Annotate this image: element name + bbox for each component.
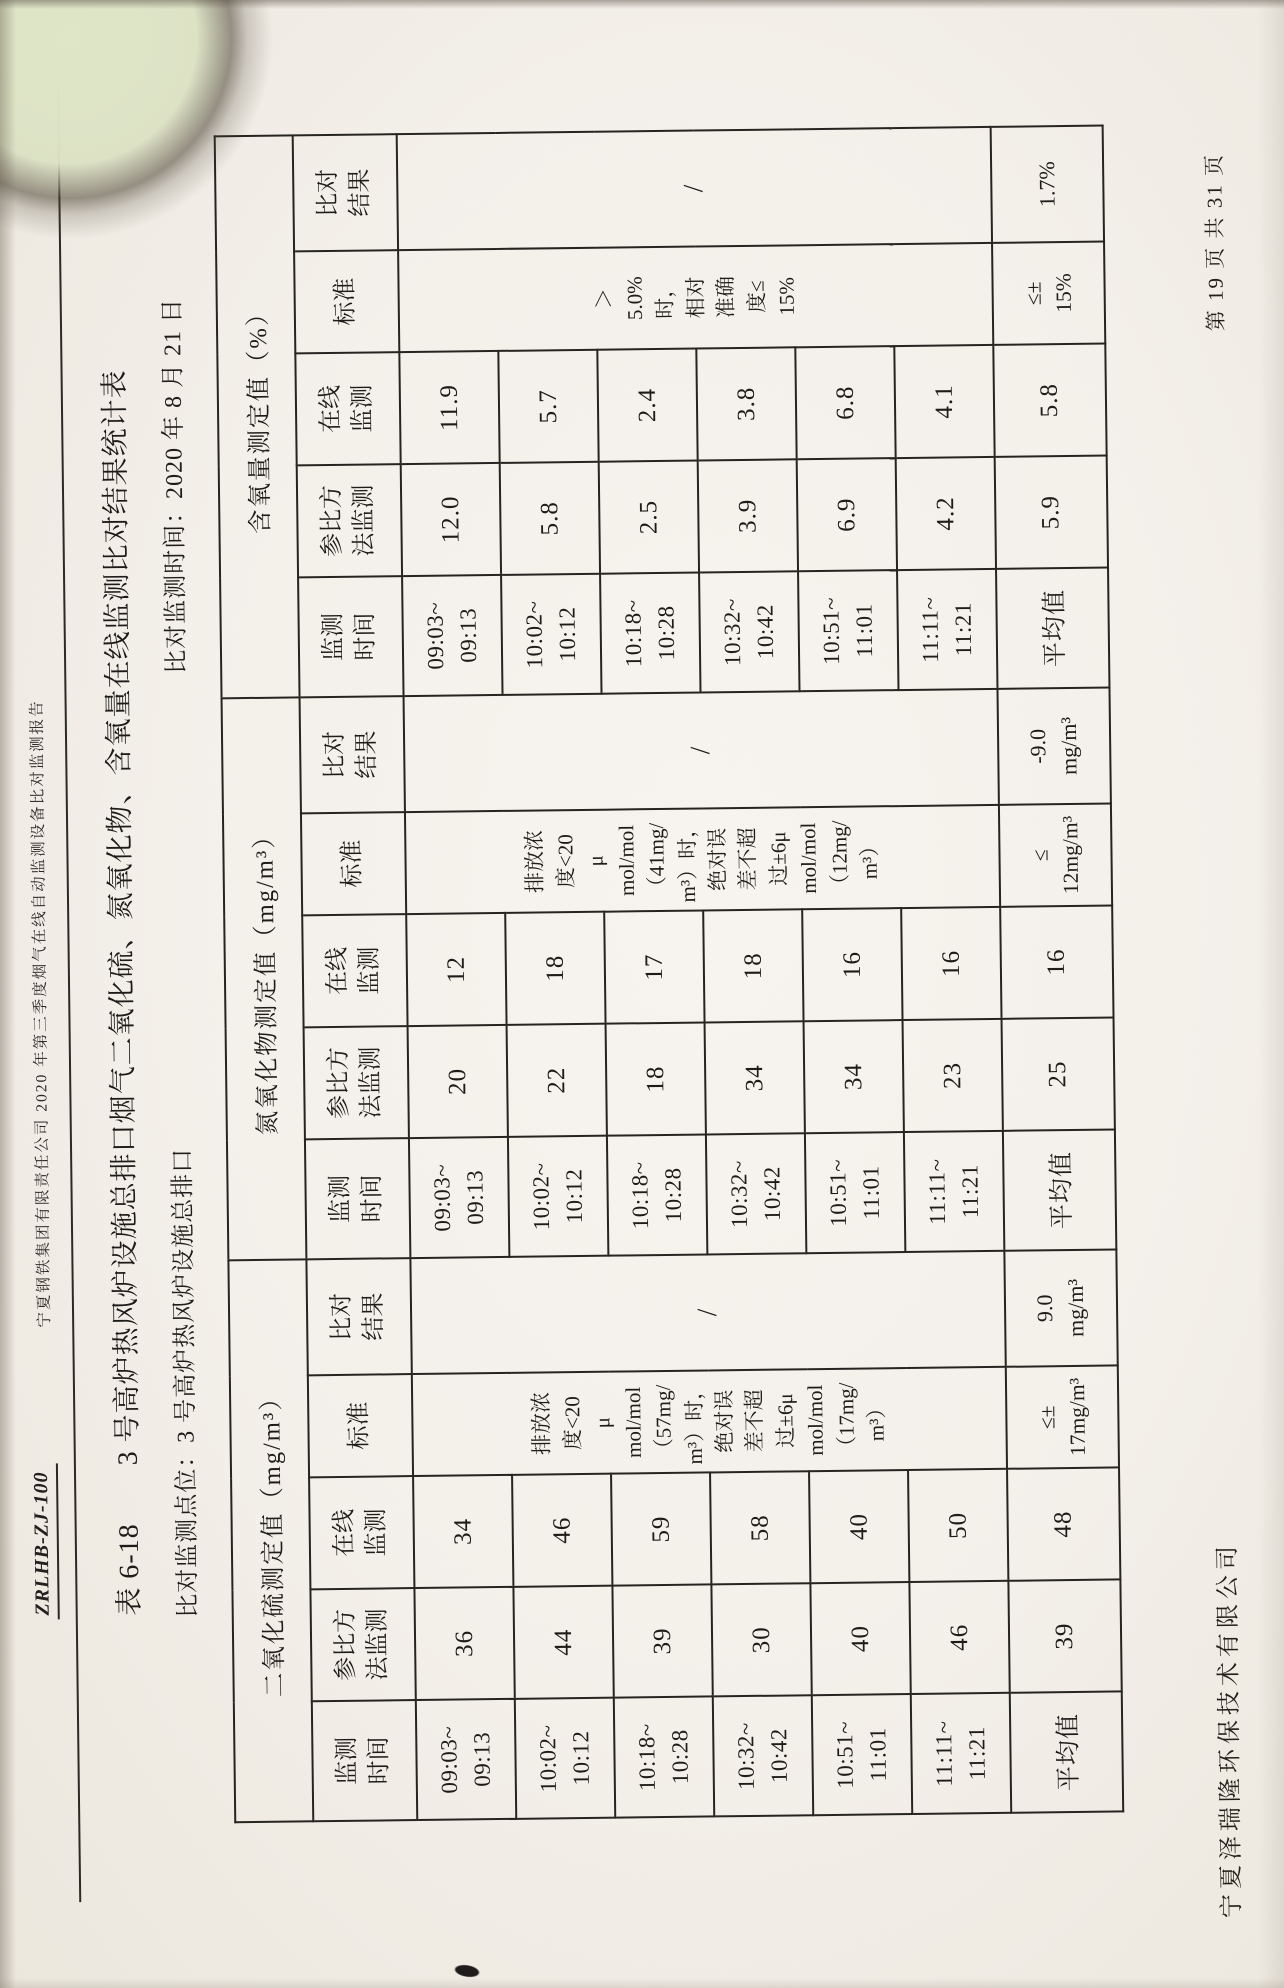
result-cell: / (397, 127, 992, 250)
online-value-cell: 46 (512, 1474, 612, 1587)
online-value-cell: 50 (908, 1469, 1008, 1582)
online-value-cell: 59 (611, 1472, 711, 1585)
column-header-cell: 比对 结果 (300, 696, 405, 813)
reference-value-cell: 44 (513, 1586, 613, 1699)
average-result-cell: 1.7% (991, 125, 1104, 242)
average-standard-cell: ≤± 17mg/m³ (1006, 1365, 1119, 1468)
reference-value-cell: 20 (408, 1025, 508, 1138)
online-value-cell: 16 (901, 907, 1001, 1020)
online-value-cell: 18 (703, 909, 803, 1022)
online-value-cell: 17 (604, 910, 704, 1023)
time-cell: 10:32~ 10:42 (713, 1695, 813, 1816)
time-cell: 09:03~ 09:13 (402, 575, 502, 696)
column-header-cell: 参比方 法监测 (310, 1588, 415, 1701)
reference-value-cell: 18 (606, 1022, 706, 1135)
section-header-cell: 氮氧化物测定值（mg/m³） (222, 697, 307, 1260)
online-value-cell: 5.7 (498, 350, 598, 463)
reference-value-cell: 39 (612, 1584, 712, 1697)
reference-value-cell: 36 (414, 1587, 514, 1700)
online-value-cell: 34 (413, 1475, 513, 1588)
time-cell: 10:51~ 11:01 (812, 1694, 912, 1815)
column-header-cell: 监测 时间 (305, 1138, 410, 1259)
online-value-cell: 58 (710, 1471, 810, 1584)
page-number: 第 19 页 共 31 页 (1201, 152, 1229, 332)
result-cell: / (404, 689, 999, 812)
average-standard-cell: ≤± 15% (992, 241, 1105, 344)
time-cell: 11:11~ 11:21 (911, 1693, 1011, 1814)
reference-value-cell: 2.5 (599, 460, 699, 573)
average-online-cell: 48 (1007, 1467, 1120, 1580)
average-standard-cell: ≤ 12mg/m³ (999, 803, 1112, 906)
page-title: 表 6-18 3 号高炉热风炉设施总排口烟气二氧化硫、氮氧化物、含氧量在线监测比对结果统计表 (99, 369, 146, 1616)
online-value-cell: 3.8 (696, 347, 796, 460)
reference-value-cell: 46 (909, 1581, 1009, 1694)
section-header-cell: 含氧量测定值（%） (215, 135, 300, 698)
standard-cell: 排放浓 度<20 μ mol/mol （57mg/ m³）时， 绝对误 差不超 过±6μ mol/mol （17mg/ m³） (412, 1367, 1007, 1476)
average-online-cell: 16 (1000, 905, 1113, 1018)
results-table (214, 124, 1125, 1823)
column-header-cell: 监测 时间 (312, 1700, 417, 1821)
reference-value-cell: 30 (711, 1583, 811, 1696)
column-header-cell: 在线 监测 (302, 914, 407, 1027)
time-cell: 09:03~ 09:13 (409, 1137, 509, 1258)
average-result-cell: -9.0 mg/m³ (997, 687, 1110, 804)
online-value-cell: 16 (802, 908, 902, 1021)
footer-company: 宁夏泽瑞隆环保技术有限公司 (1214, 1540, 1246, 1919)
reference-value-cell: 3.9 (698, 459, 798, 572)
section-header-cell: 二氧化硫测定值（mg/m³） (228, 1259, 313, 1822)
column-header-cell: 在线 监测 (309, 1476, 414, 1589)
time-cell: 09:03~ 09:13 (416, 1699, 516, 1820)
monitor-point-label: 比对监测点位：3 号高炉热风炉设施总排口 (170, 1147, 202, 1618)
column-header-cell: 标准 (308, 1374, 413, 1477)
average-reference-cell: 39 (1008, 1579, 1121, 1692)
average-reference-cell: 25 (1002, 1017, 1115, 1130)
result-cell: / (410, 1251, 1005, 1374)
average-label-cell: 平均值 (996, 567, 1109, 688)
header-rule (57, 90, 81, 1902)
online-value-cell: 40 (809, 1470, 909, 1583)
column-header-cell: 标准 (301, 812, 406, 915)
doc-number: ZRLHB-ZJ-100 (30, 1463, 60, 1620)
time-cell: 10:18~ 10:28 (600, 572, 700, 693)
time-cell: 10:32~ 10:42 (699, 571, 799, 692)
time-cell: 10:18~ 10:28 (607, 1134, 707, 1255)
online-value-cell: 12 (406, 913, 506, 1026)
average-label-cell: 平均值 (1003, 1129, 1116, 1250)
reference-value-cell: 40 (810, 1582, 910, 1695)
report-header: 宁夏钢铁集团有限责任公司 2020 年第三季度烟气在线自动监测设备比对监测报告 (28, 699, 54, 1328)
time-cell: 10:02~ 10:12 (515, 1698, 615, 1819)
reference-value-cell: 23 (903, 1019, 1003, 1132)
time-cell: 10:02~ 10:12 (508, 1136, 608, 1257)
reference-value-cell: 5.8 (500, 462, 600, 575)
column-header-cell: 参比方 法监测 (297, 464, 402, 577)
table-body (215, 125, 1124, 1822)
time-cell: 10:51~ 11:01 (798, 570, 898, 691)
online-value-cell: 6.8 (795, 346, 895, 459)
online-value-cell: 18 (505, 912, 605, 1025)
column-header-cell: 比对 结果 (306, 1258, 411, 1375)
average-reference-cell: 5.9 (995, 455, 1108, 568)
column-header-cell: 标准 (294, 250, 399, 353)
info-line (148, 0, 202, 1986)
column-header-cell: 参比方 法监测 (304, 1026, 409, 1139)
column-header-cell: 比对 结果 (293, 134, 398, 251)
reference-value-cell: 22 (507, 1024, 607, 1137)
standard-cell: 排放浓 度<20 μ mol/mol （41mg/ m³）时， 绝对误 差不超 过±6μ mol/mol （12mg/ m³） (405, 805, 1000, 914)
time-cell: 10:18~ 10:28 (614, 1696, 714, 1817)
time-cell: 11:11~ 11:21 (904, 1131, 1004, 1252)
reference-value-cell: 34 (804, 1020, 904, 1133)
reference-value-cell: 34 (705, 1021, 805, 1134)
time-cell: 11:11~ 11:21 (897, 569, 997, 690)
column-header-cell: 在线 监测 (295, 352, 400, 465)
standard-cell: ＞ 5.0% 时， 相对 准确 度≤ 15% (398, 243, 993, 352)
online-value-cell: 11.9 (399, 351, 499, 464)
time-cell: 10:51~ 11:01 (805, 1132, 905, 1253)
reference-value-cell: 6.9 (797, 458, 897, 571)
average-label-cell: 平均值 (1010, 1691, 1123, 1812)
average-online-cell: 5.8 (993, 343, 1106, 456)
time-cell: 10:02~ 10:12 (501, 574, 601, 695)
online-value-cell: 2.4 (597, 348, 697, 461)
reference-value-cell: 4.2 (896, 457, 996, 570)
average-result-cell: 9.0 mg/m³ (1004, 1249, 1117, 1366)
column-header-cell: 监测 时间 (298, 576, 403, 697)
reference-value-cell: 12.0 (401, 463, 501, 576)
online-value-cell: 4.1 (894, 345, 994, 458)
time-cell: 10:32~ 10:42 (706, 1133, 806, 1254)
monitor-time-label: 比对监测时间：2020 年 8 月 21 日 (159, 297, 191, 675)
